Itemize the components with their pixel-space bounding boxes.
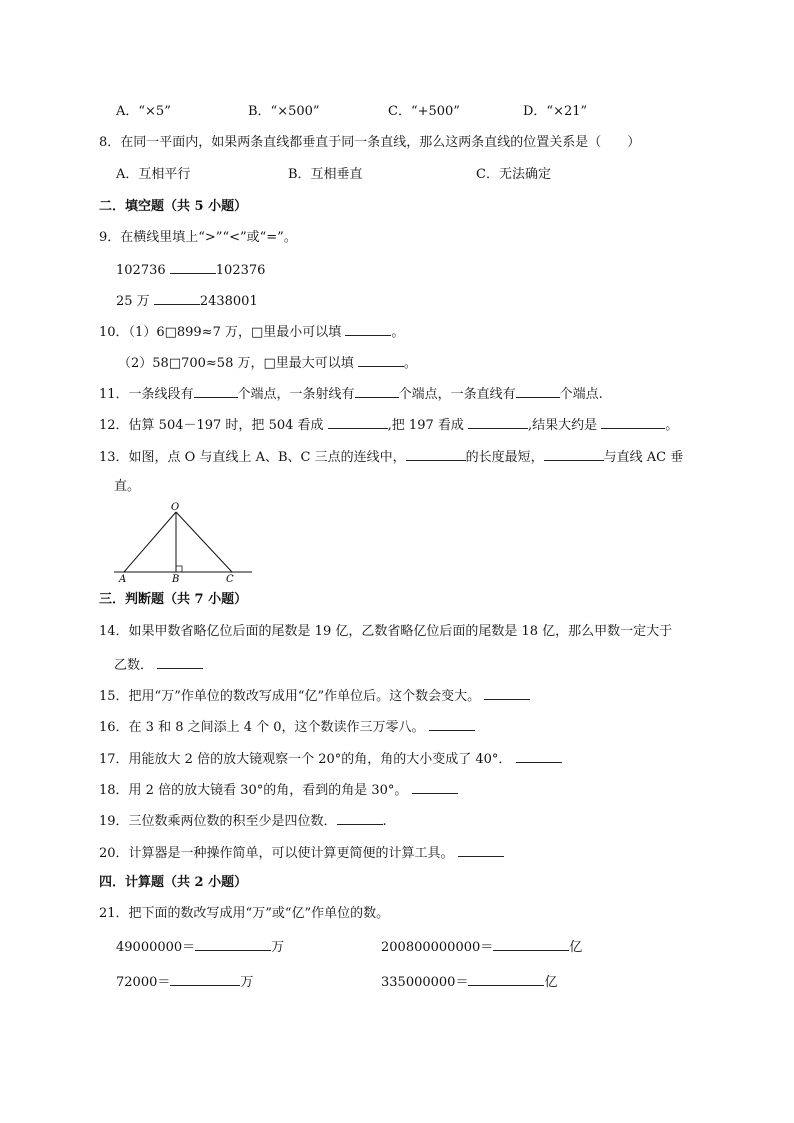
question-9: 9．在横线里填上“>”“<”或“=”。 bbox=[99, 230, 297, 245]
point-o-label: O bbox=[171, 502, 180, 513]
question-8: 8．在同一平面内，如果两条直线都垂直于同一条直线，那么这两条直线的位置关系是（ ） bbox=[99, 135, 641, 150]
answer-blank[interactable] bbox=[493, 937, 569, 951]
answer-blank[interactable] bbox=[170, 260, 216, 274]
question-20 bbox=[99, 843, 504, 863]
question-text: 13．如图，点 O 与直线上 A、B、C 三点的连线中， bbox=[99, 450, 406, 465]
question-19 bbox=[99, 811, 387, 831]
answer-blank[interactable] bbox=[345, 322, 391, 336]
answer-blank[interactable] bbox=[601, 415, 665, 429]
conversion-unit: 亿 bbox=[569, 940, 583, 955]
compare-row bbox=[116, 260, 265, 280]
question-17 bbox=[99, 749, 562, 769]
answer-blank[interactable] bbox=[468, 415, 528, 429]
conversion-number: 72000＝ bbox=[116, 975, 171, 990]
question-text: 个端点，一条直线有 bbox=[398, 387, 516, 402]
question-text: 18．用 2 倍的放大镜看 30°的角，看到的角是 30°。 bbox=[99, 783, 408, 798]
question-11 bbox=[99, 384, 603, 404]
question-text: 与直线 AC 垂 bbox=[603, 450, 684, 465]
option-b: B．互相垂直 bbox=[288, 167, 363, 182]
answer-blank[interactable] bbox=[516, 384, 560, 398]
segment-oc bbox=[176, 512, 232, 572]
answer-blank[interactable] bbox=[516, 749, 562, 763]
question-10-part-1 bbox=[99, 322, 404, 342]
question-18 bbox=[99, 780, 458, 800]
question-text: 20．计算器是一种操作简单，可以使计算更简便的计算工具。 bbox=[99, 846, 454, 861]
compare-left: 25 万 bbox=[116, 294, 150, 309]
question-16 bbox=[99, 717, 475, 737]
punctuation: . bbox=[382, 814, 387, 829]
conversion-item bbox=[381, 972, 557, 992]
answer-blank[interactable] bbox=[170, 972, 240, 986]
question-14: 14．如果甲数省略亿位后面的尾数是 19 亿，乙数省略亿位后面的尾数是 18 亿，那么甲数一定大于 bbox=[99, 624, 673, 639]
conversion-unit: 万 bbox=[271, 940, 285, 955]
answer-blank[interactable] bbox=[429, 717, 475, 731]
option-a: A．互相平行 bbox=[116, 167, 191, 182]
question-text: 16．在 3 和 8 之间添上 4 个 0，这个数读作三万零八。 bbox=[99, 720, 425, 735]
answer-blank[interactable] bbox=[406, 447, 466, 461]
question-text: 乙数． bbox=[114, 658, 154, 673]
point-b-label: B bbox=[172, 574, 180, 585]
option-d: D．“×21” bbox=[523, 104, 588, 119]
answer-blank[interactable] bbox=[358, 353, 404, 367]
question-21: 21．把下面的数改写成用“万”或“亿”作单位的数。 bbox=[99, 906, 390, 921]
option-b: B．“×500” bbox=[248, 104, 320, 119]
answer-blank[interactable] bbox=[328, 415, 388, 429]
conversion-number: 49000000＝ bbox=[116, 940, 196, 955]
answer-blank[interactable] bbox=[194, 384, 238, 398]
question-12 bbox=[99, 415, 678, 435]
conversion-item bbox=[381, 937, 582, 957]
answer-blank[interactable] bbox=[458, 843, 504, 857]
point-a-label: A bbox=[119, 574, 127, 585]
conversion-unit: 万 bbox=[240, 975, 254, 990]
question-text: 的长度最短， bbox=[465, 450, 544, 465]
question-13-continuation: 直。 bbox=[114, 479, 141, 494]
conversion-item bbox=[116, 972, 253, 992]
question-13 bbox=[99, 447, 683, 467]
conversion-unit: 亿 bbox=[544, 975, 558, 990]
question-text: 个端点. bbox=[559, 387, 603, 402]
conversion-number: 200800000000＝ bbox=[381, 940, 494, 955]
option-a: A．“×5” bbox=[116, 104, 171, 119]
answer-blank[interactable] bbox=[468, 972, 544, 986]
conversion-item bbox=[116, 937, 284, 957]
answer-blank[interactable] bbox=[157, 655, 203, 669]
question-text: 10．（1）6□899≈7 万，□里最小可以填 bbox=[99, 325, 342, 340]
punctuation: 。 bbox=[665, 418, 679, 433]
answer-blank[interactable] bbox=[337, 811, 383, 825]
answer-blank[interactable] bbox=[544, 447, 604, 461]
question-14-continuation bbox=[114, 655, 203, 675]
answer-blank[interactable] bbox=[195, 937, 271, 951]
question-text: 15．把用“万”作单位的数改写成用“亿”作单位后。这个数会变大。 bbox=[99, 689, 481, 704]
section-heading: 四．计算题（共 2 小题） bbox=[99, 875, 248, 890]
question-text: 17．用能放大 2 倍的放大镜观察一个 20°的角，角的大小变成了 40°． bbox=[99, 752, 512, 767]
section-heading: 三．判断题（共 7 小题） bbox=[99, 592, 248, 607]
compare-left: 102736 bbox=[116, 263, 166, 278]
compare-right: 2438001 bbox=[199, 294, 258, 309]
question-10-part-2 bbox=[118, 353, 417, 373]
right-angle-mark bbox=[176, 566, 182, 572]
point-c-label: C bbox=[226, 574, 234, 585]
question-text: （2）58□700≈58 万，□里最大可以填 bbox=[118, 356, 354, 371]
question-text: 11．一条线段有 bbox=[99, 387, 194, 402]
conversion-number: 335000000＝ bbox=[381, 975, 469, 990]
triangle-diagram bbox=[112, 500, 254, 586]
answer-blank[interactable] bbox=[484, 686, 530, 700]
compare-right: 102376 bbox=[215, 263, 266, 278]
punctuation: 。 bbox=[391, 325, 405, 340]
compare-row bbox=[116, 291, 258, 311]
question-15 bbox=[99, 686, 530, 706]
section-heading: 二．填空题（共 5 小题） bbox=[99, 199, 248, 214]
segment-oa bbox=[124, 512, 176, 572]
answer-blank[interactable] bbox=[154, 291, 200, 305]
option-c: C．“+500” bbox=[388, 104, 460, 119]
question-text: 12．估算 504－197 时，把 504 看成 bbox=[99, 418, 324, 433]
option-c: C．无法确定 bbox=[476, 167, 551, 182]
answer-blank[interactable] bbox=[355, 384, 399, 398]
question-text: ,结果大约是 bbox=[528, 418, 598, 433]
question-text: 个端点，一条射线有 bbox=[237, 387, 355, 402]
answer-blank[interactable] bbox=[412, 780, 458, 794]
question-text: ,把 197 看成 bbox=[387, 418, 464, 433]
punctuation: 。 bbox=[403, 356, 417, 371]
question-text: 19．三位数乘两位数的积至少是四位数． bbox=[99, 814, 337, 829]
